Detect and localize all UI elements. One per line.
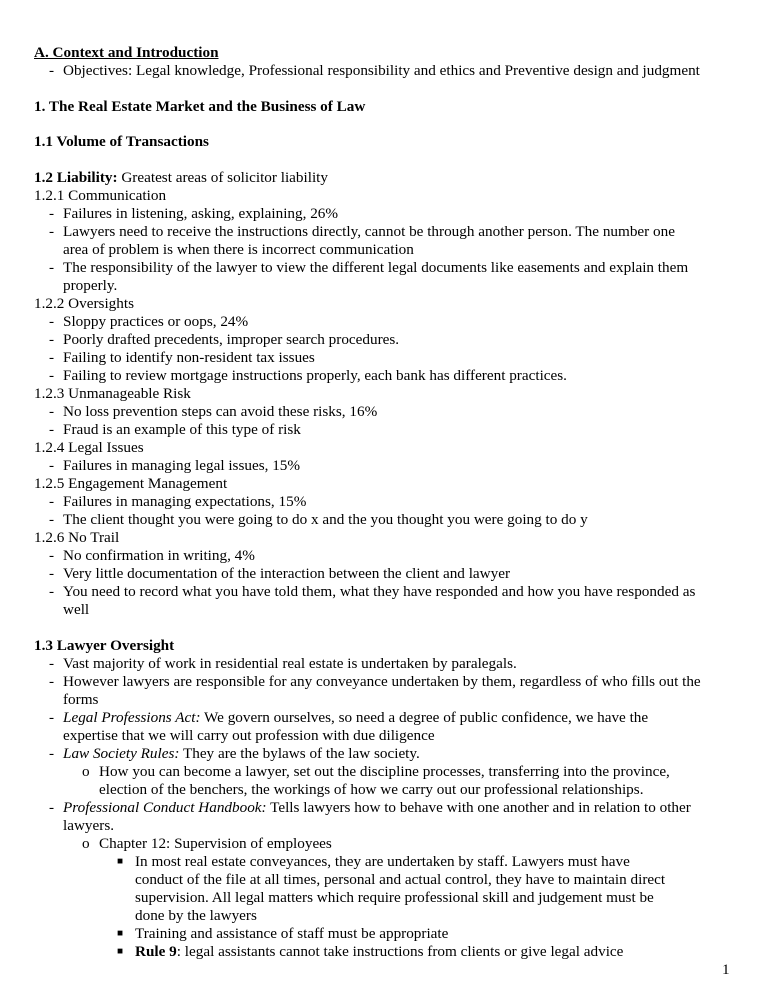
bullet-text: However lawyers are responsible for any conveyance undertaken by them, regardless of who fills out the: [63, 673, 701, 690]
sub-sub-bullet-text: Rule 9: legal assistants cannot take instructions from clients or give legal advice: [135, 943, 624, 960]
bullet-dash: -: [49, 547, 55, 564]
subsection-title: 1.2.1 Communication: [34, 187, 167, 204]
bullet-dash: -: [49, 511, 55, 528]
bullet-text: Failures in managing legal issues, 15%: [63, 457, 301, 474]
section-1-2-heading: 1.2 Liability: Greatest areas of solicitor liability: [34, 169, 328, 186]
bullet-dash: -: [49, 62, 55, 79]
bullet-dash: -: [49, 745, 55, 762]
bullet-dash: -: [49, 367, 55, 384]
bullet-circle: o: [82, 763, 90, 780]
sub-sub-bullet-text: In most real estate conveyances, they are undertaken by staff. Lawyers must have: [135, 853, 630, 870]
section-a-heading: A. Context and Introduction: [34, 44, 219, 61]
subsection-title: 1.2.2 Oversights: [34, 295, 134, 312]
bullet-square: ■: [117, 946, 124, 957]
sub-bullet-text: How you can become a lawyer, set out the discipline processes, transferring into the province,: [99, 763, 670, 780]
bullet-text: Law Society Rules: They are the bylaws of the law society.: [63, 745, 420, 762]
bullet-dash: -: [49, 313, 55, 330]
bullet-circle: o: [82, 835, 90, 852]
bullet-dash: -: [49, 565, 55, 582]
bullet-square: ■: [117, 928, 124, 939]
bullet-dash: -: [49, 205, 55, 222]
bullet-text-cont: well: [63, 601, 90, 618]
bullet-square: ■: [117, 856, 124, 867]
section-1-3-heading: 1.3 Lawyer Oversight: [34, 637, 175, 654]
bullet-text: No loss prevention steps can avoid these risks, 16%: [63, 403, 378, 420]
bullet-text: Fraud is an example of this type of risk: [63, 421, 301, 438]
bullet-dash: -: [49, 259, 55, 276]
bullet-dash: -: [49, 223, 55, 240]
bullet-dash: -: [49, 493, 55, 510]
bullet-text-cont: expertise that we will carry out profession with due diligence: [63, 727, 435, 744]
bullet-text-cont: forms: [63, 691, 99, 708]
bullet-dash: -: [49, 403, 55, 420]
bullet-text: The responsibility of the lawyer to view the different legal documents like easements and explain them: [63, 259, 689, 276]
bullet-text: You need to record what you have told them, what they have responded and how you have responded as: [63, 583, 696, 600]
bullet-text: Legal Professions Act: We govern ourselves, so need a degree of public confidence, we have the: [63, 709, 649, 726]
bullet-text: Very little documentation of the interaction between the client and lawyer: [63, 565, 511, 582]
bullet-text: Poorly drafted precedents, improper search procedures.: [63, 331, 400, 348]
bullet-text: Failures in managing expectations, 15%: [63, 493, 307, 510]
section-1-heading: 1. The Real Estate Market and the Business of Law: [34, 98, 366, 115]
sub-bullet-text: Chapter 12: Supervision of employees: [99, 835, 332, 852]
bullet-text: Vast majority of work in residential real estate is undertaken by paralegals.: [63, 655, 517, 672]
bullet-text: Failing to identify non-resident tax issues: [63, 349, 315, 366]
subsection-title: 1.2.6 No Trail: [34, 529, 120, 546]
bullet-text-cont: properly.: [63, 277, 118, 294]
sub-bullet-text-cont: election of the benchers, the workings of how we carry out our professional relationships.: [99, 781, 644, 798]
bullet-dash: -: [49, 349, 55, 366]
bullet-text: Professional Conduct Handbook: Tells lawyers how to behave with one another and in relation to other: [63, 799, 691, 816]
bullet-text: Failures in listening, asking, explaining, 26%: [63, 205, 339, 222]
bullet-text: No confirmation in writing, 4%: [63, 547, 255, 564]
bullet-text-cont: area of problem is when there is incorrect communication: [63, 241, 414, 258]
bullet-dash: -: [49, 331, 55, 348]
subsection-title: 1.2.3 Unmanageable Risk: [34, 385, 191, 402]
bullet-dash: -: [49, 709, 55, 726]
bullet-text: Sloppy practices or oops, 24%: [63, 313, 249, 330]
bullet-dash: -: [49, 457, 55, 474]
bullet-text: The client thought you were going to do x and the you thought you were going to do y: [63, 511, 588, 528]
bullet-dash: -: [49, 583, 55, 600]
bullet-dash: -: [49, 673, 55, 690]
sub-sub-bullet-text: Training and assistance of staff must be appropriate: [135, 925, 449, 942]
objectives-text: Objectives: Legal knowledge, Professional responsibility and ethics and Preventive design and judgment: [63, 62, 700, 79]
bullet-dash: -: [49, 655, 55, 672]
bullet-dash: -: [49, 799, 55, 816]
section-1-1-heading: 1.1 Volume of Transactions: [34, 133, 209, 150]
bullet-text: Failing to review mortgage instructions properly, each bank has different practices.: [63, 367, 567, 384]
subsection-title: 1.2.5 Engagement Management: [34, 475, 228, 492]
bullet-text-cont: lawyers.: [63, 817, 115, 834]
sub-sub-bullet-text-cont: done by the lawyers: [135, 907, 257, 924]
sub-sub-bullet-text-cont: supervision. All legal matters which require professional skill and judgement must be: [135, 889, 654, 906]
sub-sub-bullet-text-cont: conduct of the file at all times, personal and actual control, they have to maintain direct: [135, 871, 666, 888]
subsection-title: 1.2.4 Legal Issues: [34, 439, 144, 456]
bullet-dash: -: [49, 421, 55, 438]
page-number: 1: [722, 961, 730, 978]
bullet-text: Lawyers need to receive the instructions directly, cannot be through another person. The number one: [63, 223, 675, 240]
